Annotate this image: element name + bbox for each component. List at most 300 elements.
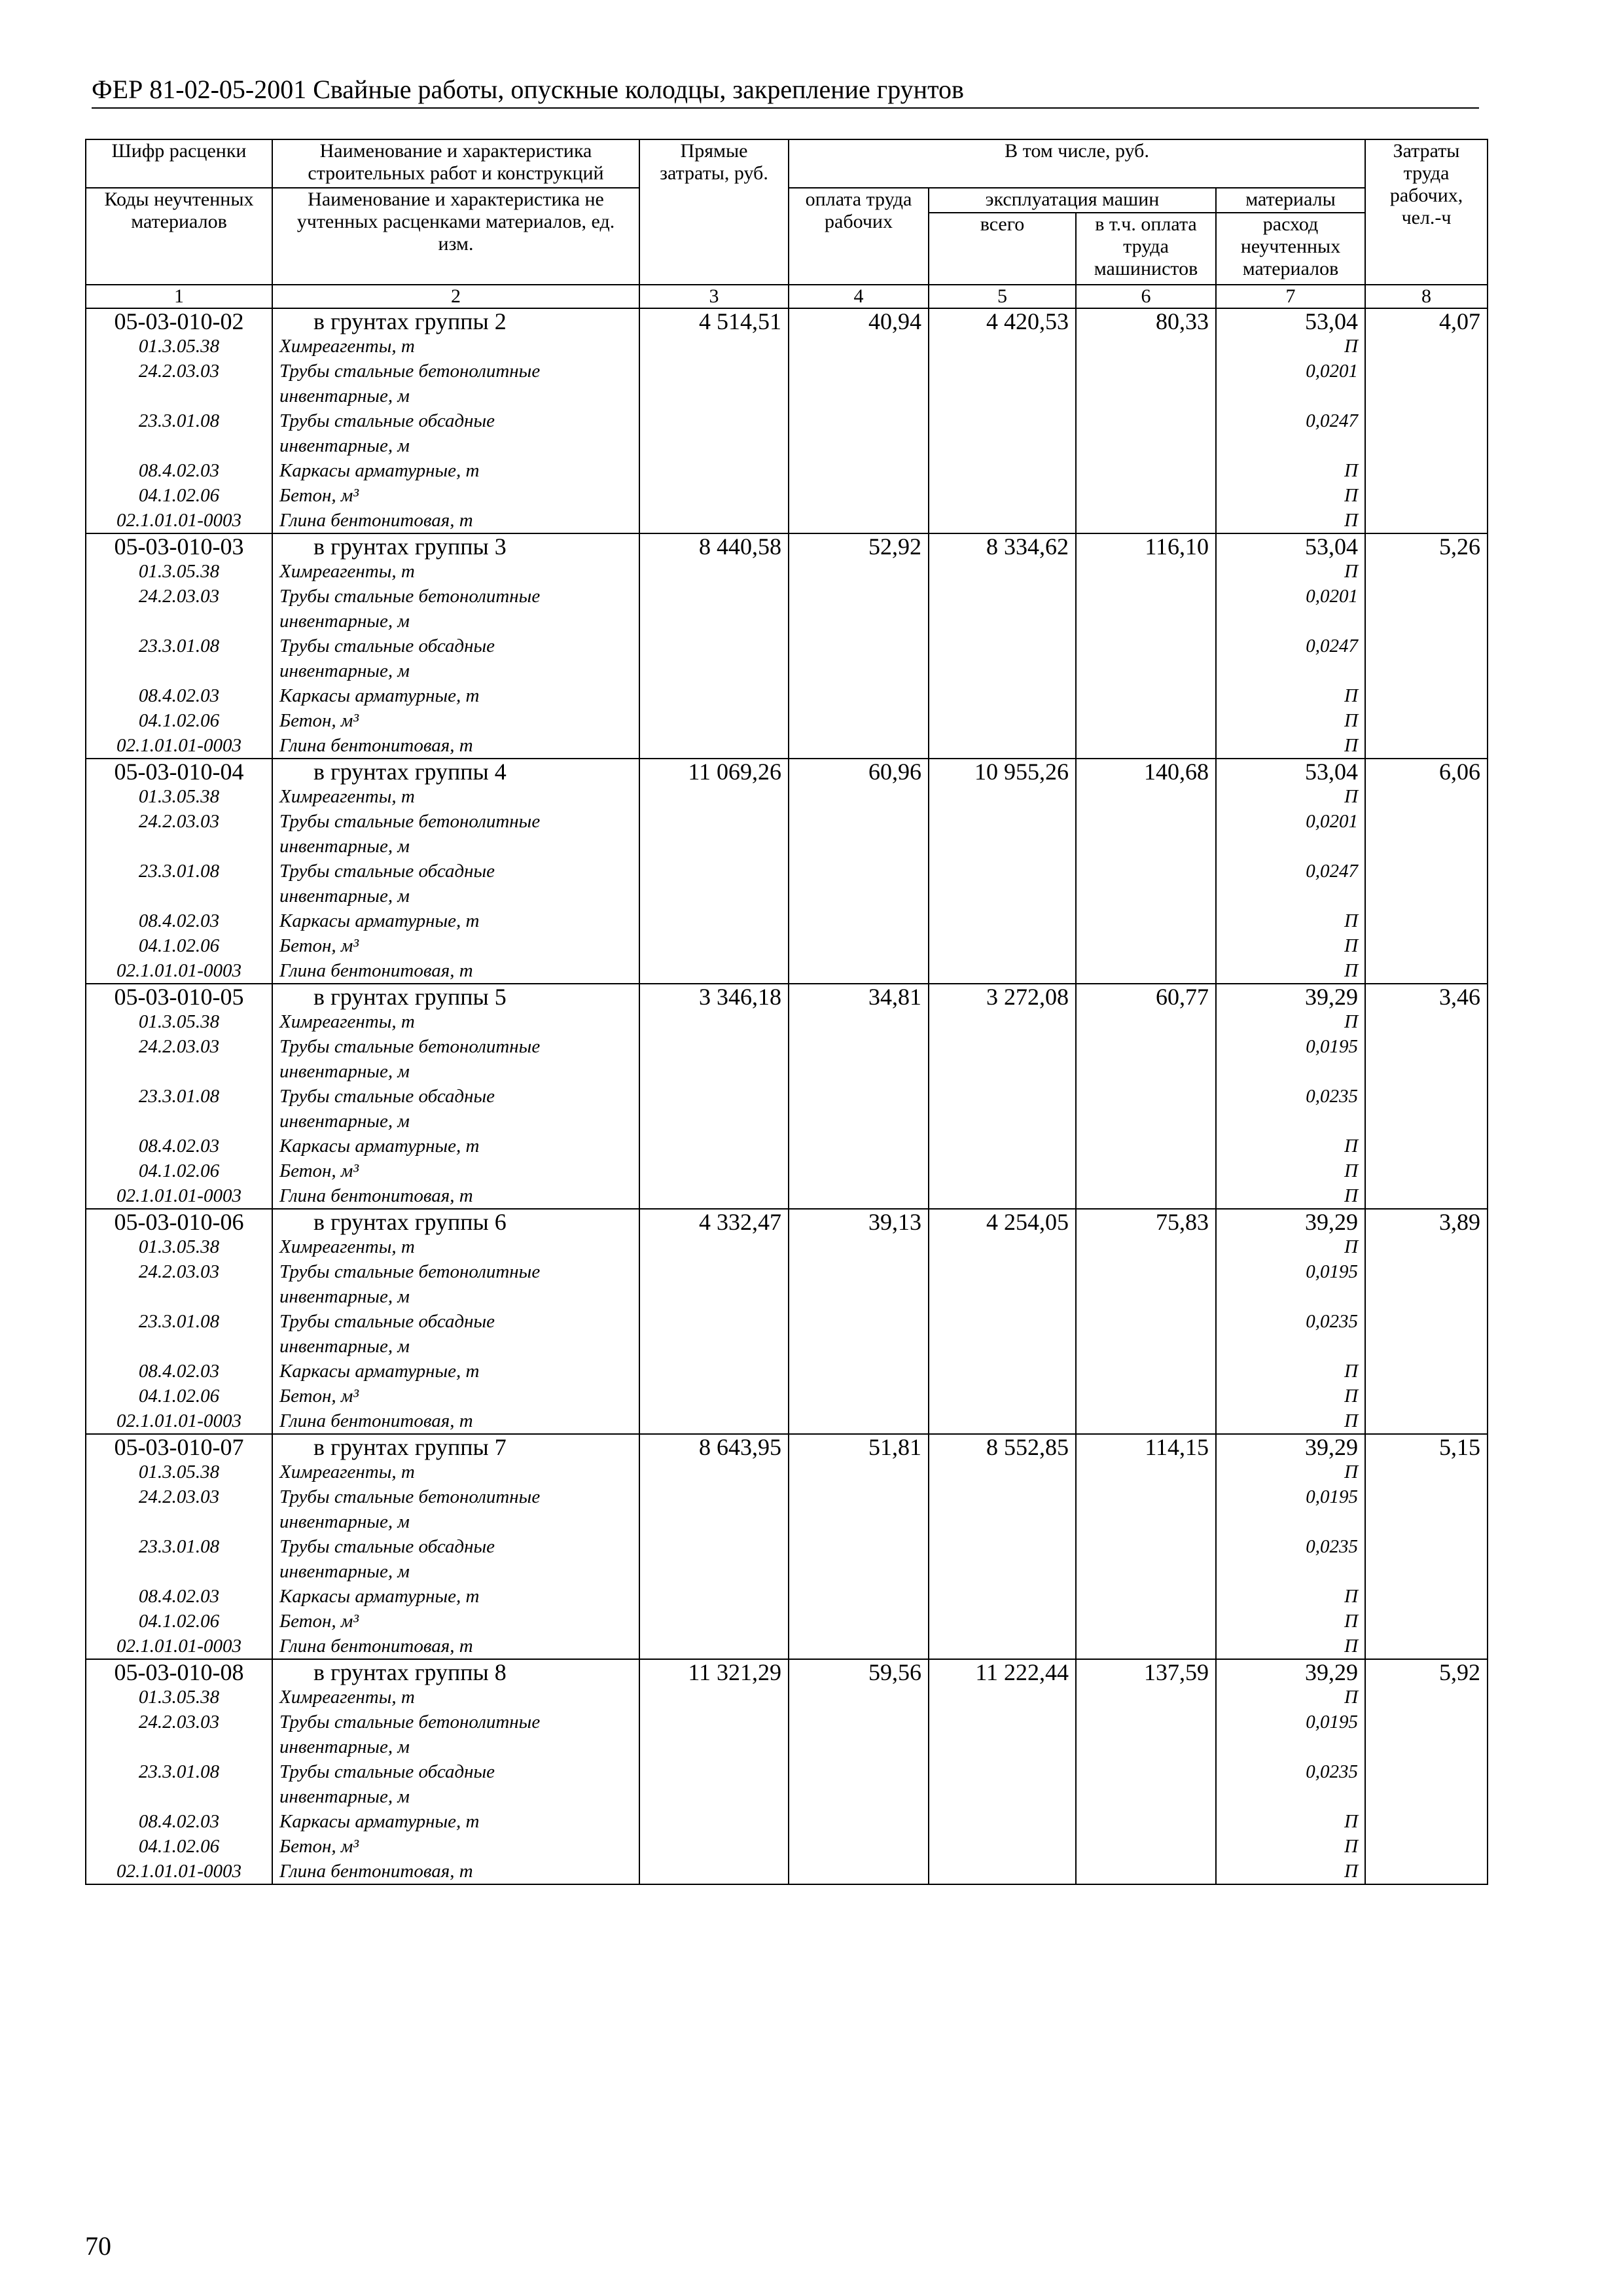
empty-cell bbox=[789, 1809, 929, 1834]
material-name: инвентарные, м bbox=[272, 1509, 639, 1534]
empty-cell bbox=[1076, 708, 1216, 733]
material-code: 04.1.02.06 bbox=[86, 1384, 272, 1408]
empty-cell bbox=[789, 884, 929, 908]
empty-cell bbox=[929, 1534, 1076, 1559]
material-row bbox=[86, 1334, 1488, 1359]
material-name: инвентарные, м bbox=[272, 609, 639, 634]
empty-cell bbox=[929, 559, 1076, 584]
empty-cell bbox=[639, 1584, 789, 1609]
material-code: 04.1.02.06 bbox=[86, 1158, 272, 1183]
material-row bbox=[86, 1359, 1488, 1384]
material-qty: 0,0195 bbox=[1216, 1259, 1365, 1284]
empty-cell bbox=[639, 834, 789, 859]
material-row bbox=[86, 634, 1488, 658]
material-qty: П bbox=[1216, 733, 1365, 759]
material-name: инвентарные, м bbox=[272, 1334, 639, 1359]
empty-cell bbox=[789, 1009, 929, 1034]
empty-cell bbox=[789, 334, 929, 359]
empty-cell bbox=[789, 1334, 929, 1359]
empty-cell bbox=[1076, 1408, 1216, 1434]
labor-pay: 59,56 bbox=[789, 1659, 929, 1685]
empty-cell bbox=[1365, 683, 1488, 708]
empty-cell bbox=[1076, 1534, 1216, 1559]
empty-cell bbox=[639, 1534, 789, 1559]
material-row bbox=[86, 1634, 1488, 1659]
empty-cell bbox=[929, 384, 1076, 408]
empty-cell bbox=[789, 1734, 929, 1759]
empty-cell bbox=[639, 458, 789, 483]
col-num: 5 bbox=[929, 285, 1076, 308]
empty-cell bbox=[639, 1734, 789, 1759]
machines-total: 3 272,08 bbox=[929, 984, 1076, 1009]
empty-cell bbox=[1365, 1158, 1488, 1183]
material-row bbox=[86, 1710, 1488, 1734]
empty-cell bbox=[929, 1484, 1076, 1509]
material-code: 04.1.02.06 bbox=[86, 1834, 272, 1859]
empty-cell bbox=[1076, 908, 1216, 933]
empty-cell bbox=[639, 1334, 789, 1359]
empty-cell bbox=[789, 834, 929, 859]
material-qty bbox=[1216, 834, 1365, 859]
material-code: 01.3.05.38 bbox=[86, 1009, 272, 1034]
materials-cost: 39,29 bbox=[1216, 1434, 1365, 1460]
material-code: 04.1.02.06 bbox=[86, 1609, 272, 1634]
empty-cell bbox=[789, 658, 929, 683]
empty-cell bbox=[929, 1408, 1076, 1434]
material-qty bbox=[1216, 1109, 1365, 1134]
empty-cell bbox=[1365, 1609, 1488, 1634]
material-code bbox=[86, 658, 272, 683]
material-code: 04.1.02.06 bbox=[86, 483, 272, 508]
empty-cell bbox=[929, 859, 1076, 884]
empty-cell bbox=[1365, 809, 1488, 834]
material-row bbox=[86, 1584, 1488, 1609]
empty-cell bbox=[929, 1584, 1076, 1609]
empty-cell bbox=[929, 1134, 1076, 1158]
empty-cell bbox=[929, 1509, 1076, 1534]
material-name: Трубы стальные бетонолитные bbox=[272, 1710, 639, 1734]
material-row bbox=[86, 1158, 1488, 1183]
material-qty: П bbox=[1216, 1234, 1365, 1259]
material-row bbox=[86, 1384, 1488, 1408]
material-qty: П bbox=[1216, 1834, 1365, 1859]
material-row bbox=[86, 359, 1488, 384]
material-qty bbox=[1216, 658, 1365, 683]
labor-hours: 6,06 bbox=[1365, 759, 1488, 784]
empty-cell bbox=[1365, 1334, 1488, 1359]
empty-cell bbox=[1076, 609, 1216, 634]
empty-cell bbox=[789, 1685, 929, 1710]
empty-cell bbox=[1365, 859, 1488, 884]
empty-cell bbox=[789, 1634, 929, 1659]
empty-cell bbox=[639, 1559, 789, 1584]
empty-cell bbox=[1076, 1484, 1216, 1509]
empty-cell bbox=[1076, 1284, 1216, 1309]
material-name: Химреагенты, т bbox=[272, 784, 639, 809]
materials-cost: 53,04 bbox=[1216, 533, 1365, 559]
empty-cell bbox=[929, 784, 1076, 809]
empty-cell bbox=[1076, 1759, 1216, 1784]
empty-cell bbox=[1365, 1259, 1488, 1284]
empty-cell bbox=[639, 908, 789, 933]
empty-cell bbox=[929, 1559, 1076, 1584]
material-qty: 0,0247 bbox=[1216, 408, 1365, 433]
empty-cell bbox=[929, 408, 1076, 433]
empty-cell bbox=[929, 433, 1076, 458]
material-row bbox=[86, 1509, 1488, 1534]
empty-cell bbox=[929, 884, 1076, 908]
empty-cell bbox=[789, 433, 929, 458]
empty-cell bbox=[789, 1158, 929, 1183]
empty-cell bbox=[1076, 809, 1216, 834]
empty-cell bbox=[1365, 1859, 1488, 1884]
material-row bbox=[86, 1183, 1488, 1209]
empty-cell bbox=[929, 708, 1076, 733]
empty-cell bbox=[929, 1284, 1076, 1309]
material-qty: П bbox=[1216, 334, 1365, 359]
empty-cell bbox=[789, 1284, 929, 1309]
rate-code: 05-03-010-02 bbox=[86, 308, 272, 334]
header-including: В том числе, руб. bbox=[789, 139, 1365, 188]
empty-cell bbox=[789, 634, 929, 658]
material-qty bbox=[1216, 1509, 1365, 1534]
empty-cell bbox=[639, 1234, 789, 1259]
material-row bbox=[86, 859, 1488, 884]
material-name: инвентарные, м bbox=[272, 1559, 639, 1584]
material-name: Трубы стальные обсадные bbox=[272, 1084, 639, 1109]
materials-cost: 39,29 bbox=[1216, 1209, 1365, 1234]
material-qty: П bbox=[1216, 708, 1365, 733]
machinist-pay: 114,15 bbox=[1076, 1434, 1216, 1460]
empty-cell bbox=[1365, 584, 1488, 609]
material-row bbox=[86, 483, 1488, 508]
empty-cell bbox=[639, 1609, 789, 1634]
material-row bbox=[86, 1034, 1488, 1059]
empty-cell bbox=[1365, 1284, 1488, 1309]
material-name: Каркасы арматурные, т bbox=[272, 908, 639, 933]
empty-cell bbox=[639, 559, 789, 584]
material-row bbox=[86, 1134, 1488, 1158]
material-name: инвентарные, м bbox=[272, 433, 639, 458]
material-row bbox=[86, 584, 1488, 609]
material-name: Бетон, м³ bbox=[272, 1384, 639, 1408]
empty-cell bbox=[1365, 1534, 1488, 1559]
material-row bbox=[86, 508, 1488, 533]
empty-cell bbox=[929, 1685, 1076, 1710]
empty-cell bbox=[1076, 958, 1216, 984]
material-row bbox=[86, 1834, 1488, 1859]
empty-cell bbox=[639, 859, 789, 884]
empty-cell bbox=[1365, 933, 1488, 958]
material-qty: 0,0235 bbox=[1216, 1084, 1365, 1109]
empty-cell bbox=[639, 683, 789, 708]
material-code: 23.3.01.08 bbox=[86, 1084, 272, 1109]
material-code bbox=[86, 609, 272, 634]
material-name: Глина бентонитовая, т bbox=[272, 508, 639, 533]
material-qty: П bbox=[1216, 508, 1365, 533]
material-qty: 0,0201 bbox=[1216, 809, 1365, 834]
empty-cell bbox=[1076, 1059, 1216, 1084]
empty-cell bbox=[789, 584, 929, 609]
material-name: Трубы стальные обсадные bbox=[272, 408, 639, 433]
empty-cell bbox=[929, 609, 1076, 634]
rate-row bbox=[86, 1659, 1488, 1685]
material-row bbox=[86, 1809, 1488, 1834]
material-name: инвентарные, м bbox=[272, 384, 639, 408]
material-row bbox=[86, 1609, 1488, 1634]
empty-cell bbox=[1365, 1109, 1488, 1134]
material-row bbox=[86, 433, 1488, 458]
empty-cell bbox=[639, 708, 789, 733]
material-name: инвентарные, м bbox=[272, 1284, 639, 1309]
material-name: Бетон, м³ bbox=[272, 1158, 639, 1183]
empty-cell bbox=[639, 1634, 789, 1659]
empty-cell bbox=[639, 359, 789, 384]
material-code: 01.3.05.38 bbox=[86, 559, 272, 584]
material-qty: П bbox=[1216, 958, 1365, 984]
material-code: 02.1.01.01-0003 bbox=[86, 1634, 272, 1659]
empty-cell bbox=[929, 658, 1076, 683]
material-qty: П bbox=[1216, 1408, 1365, 1434]
empty-cell bbox=[639, 933, 789, 958]
empty-cell bbox=[1076, 733, 1216, 759]
material-qty: П bbox=[1216, 1609, 1365, 1634]
machines-total: 8 552,85 bbox=[929, 1434, 1076, 1460]
material-qty bbox=[1216, 1059, 1365, 1084]
machinist-pay: 75,83 bbox=[1076, 1209, 1216, 1234]
material-qty: 0,0195 bbox=[1216, 1484, 1365, 1509]
material-qty bbox=[1216, 1284, 1365, 1309]
empty-cell bbox=[1365, 384, 1488, 408]
col-num: 8 bbox=[1365, 285, 1488, 308]
empty-cell bbox=[639, 1710, 789, 1734]
empty-cell bbox=[1365, 958, 1488, 984]
material-code: 23.3.01.08 bbox=[86, 1759, 272, 1784]
empty-cell bbox=[929, 1710, 1076, 1734]
empty-cell bbox=[789, 1309, 929, 1334]
material-code: 01.3.05.38 bbox=[86, 1685, 272, 1710]
material-code: 08.4.02.03 bbox=[86, 458, 272, 483]
machinist-pay: 116,10 bbox=[1076, 533, 1216, 559]
material-code: 02.1.01.01-0003 bbox=[86, 733, 272, 759]
empty-cell bbox=[929, 1183, 1076, 1209]
material-name: Бетон, м³ bbox=[272, 708, 639, 733]
material-row bbox=[86, 1284, 1488, 1309]
empty-cell bbox=[1365, 1559, 1488, 1584]
material-row bbox=[86, 1234, 1488, 1259]
empty-cell bbox=[929, 458, 1076, 483]
empty-cell bbox=[1365, 1484, 1488, 1509]
empty-cell bbox=[1076, 334, 1216, 359]
material-code: 24.2.03.03 bbox=[86, 359, 272, 384]
empty-cell bbox=[929, 834, 1076, 859]
empty-cell bbox=[789, 859, 929, 884]
empty-cell bbox=[789, 683, 929, 708]
material-name: Глина бентонитовая, т bbox=[272, 1183, 639, 1209]
labor-hours: 5,15 bbox=[1365, 1434, 1488, 1460]
rate-code: 05-03-010-06 bbox=[86, 1209, 272, 1234]
rate-name: в грунтах группы 8 bbox=[272, 1659, 639, 1685]
empty-cell bbox=[1076, 408, 1216, 433]
empty-cell bbox=[639, 609, 789, 634]
material-qty bbox=[1216, 384, 1365, 408]
page-number: 70 bbox=[85, 2231, 111, 2261]
labor-hours: 3,46 bbox=[1365, 984, 1488, 1009]
material-qty: 0,0247 bbox=[1216, 634, 1365, 658]
material-row bbox=[86, 1484, 1488, 1509]
material-qty: П bbox=[1216, 933, 1365, 958]
material-qty: П bbox=[1216, 1359, 1365, 1384]
material-code: 24.2.03.03 bbox=[86, 809, 272, 834]
material-name: Химреагенты, т bbox=[272, 1460, 639, 1484]
machinist-pay: 140,68 bbox=[1076, 759, 1216, 784]
material-name: инвентарные, м bbox=[272, 834, 639, 859]
material-code: 08.4.02.03 bbox=[86, 1359, 272, 1384]
empty-cell bbox=[1076, 359, 1216, 384]
material-name: Трубы стальные обсадные bbox=[272, 634, 639, 658]
material-qty: 0,0235 bbox=[1216, 1309, 1365, 1334]
empty-cell bbox=[789, 809, 929, 834]
material-code bbox=[86, 1509, 272, 1534]
col-num: 2 bbox=[272, 285, 639, 308]
material-row bbox=[86, 1759, 1488, 1784]
labor-pay: 51,81 bbox=[789, 1434, 929, 1460]
empty-cell bbox=[789, 609, 929, 634]
empty-cell bbox=[929, 1059, 1076, 1084]
material-row bbox=[86, 683, 1488, 708]
empty-cell bbox=[639, 1084, 789, 1109]
material-code bbox=[86, 1284, 272, 1309]
empty-cell bbox=[789, 1609, 929, 1634]
material-code: 23.3.01.08 bbox=[86, 1309, 272, 1334]
header-labor-cost: Затраты труда рабочих, чел.-ч bbox=[1365, 139, 1488, 285]
rate-code: 05-03-010-07 bbox=[86, 1434, 272, 1460]
empty-cell bbox=[789, 1259, 929, 1284]
empty-cell bbox=[1365, 1059, 1488, 1084]
material-name: Трубы стальные обсадные bbox=[272, 1534, 639, 1559]
empty-cell bbox=[1076, 483, 1216, 508]
rate-name: в грунтах группы 4 bbox=[272, 759, 639, 784]
material-name: Химреагенты, т bbox=[272, 559, 639, 584]
material-name: Каркасы арматурные, т bbox=[272, 1359, 639, 1384]
material-code: 23.3.01.08 bbox=[86, 634, 272, 658]
material-code: 23.3.01.08 bbox=[86, 408, 272, 433]
empty-cell bbox=[639, 1509, 789, 1534]
empty-cell bbox=[1365, 1634, 1488, 1659]
col-num: 7 bbox=[1216, 285, 1365, 308]
material-name: Химреагенты, т bbox=[272, 334, 639, 359]
material-name: Бетон, м³ bbox=[272, 483, 639, 508]
empty-cell bbox=[1365, 733, 1488, 759]
material-code: 04.1.02.06 bbox=[86, 708, 272, 733]
material-row bbox=[86, 784, 1488, 809]
material-code: 23.3.01.08 bbox=[86, 1534, 272, 1559]
material-code: 01.3.05.38 bbox=[86, 1234, 272, 1259]
material-qty: П bbox=[1216, 1634, 1365, 1659]
empty-cell bbox=[929, 1309, 1076, 1334]
empty-cell bbox=[929, 1109, 1076, 1134]
empty-cell bbox=[639, 958, 789, 984]
machines-total: 8 334,62 bbox=[929, 533, 1076, 559]
machines-total: 11 222,44 bbox=[929, 1659, 1076, 1685]
material-code bbox=[86, 1559, 272, 1584]
empty-cell bbox=[639, 1059, 789, 1084]
empty-cell bbox=[929, 334, 1076, 359]
rate-name: в грунтах группы 5 bbox=[272, 984, 639, 1009]
empty-cell bbox=[1076, 1034, 1216, 1059]
empty-cell bbox=[1365, 359, 1488, 384]
empty-cell bbox=[639, 1259, 789, 1284]
empty-cell bbox=[929, 1634, 1076, 1659]
empty-cell bbox=[1076, 1460, 1216, 1484]
material-row bbox=[86, 1259, 1488, 1284]
empty-cell bbox=[929, 359, 1076, 384]
empty-cell bbox=[1365, 708, 1488, 733]
rate-code: 05-03-010-08 bbox=[86, 1659, 272, 1685]
material-name: Глина бентонитовая, т bbox=[272, 1634, 639, 1659]
material-code: 23.3.01.08 bbox=[86, 859, 272, 884]
empty-cell bbox=[789, 1408, 929, 1434]
material-code bbox=[86, 1059, 272, 1084]
empty-cell bbox=[929, 1734, 1076, 1759]
material-row bbox=[86, 708, 1488, 733]
material-qty bbox=[1216, 1334, 1365, 1359]
materials-cost: 39,29 bbox=[1216, 984, 1365, 1009]
material-name: Каркасы арматурные, т bbox=[272, 1809, 639, 1834]
empty-cell bbox=[789, 1460, 929, 1484]
material-qty: П bbox=[1216, 483, 1365, 508]
empty-cell bbox=[929, 1359, 1076, 1384]
empty-cell bbox=[639, 1484, 789, 1509]
material-qty: П bbox=[1216, 1384, 1365, 1408]
empty-cell bbox=[1365, 1384, 1488, 1408]
header-machinist-pay: в т.ч. оплата труда машинистов bbox=[1076, 213, 1216, 285]
empty-cell bbox=[1076, 634, 1216, 658]
empty-cell bbox=[1365, 1034, 1488, 1059]
material-qty: 0,0235 bbox=[1216, 1534, 1365, 1559]
material-qty: П bbox=[1216, 1584, 1365, 1609]
empty-cell bbox=[1076, 384, 1216, 408]
empty-cell bbox=[1076, 1109, 1216, 1134]
material-qty: П bbox=[1216, 1685, 1365, 1710]
empty-cell bbox=[1365, 1784, 1488, 1809]
rate-row bbox=[86, 308, 1488, 334]
material-name: Бетон, м³ bbox=[272, 933, 639, 958]
material-qty bbox=[1216, 1784, 1365, 1809]
material-code bbox=[86, 384, 272, 408]
material-name: Трубы стальные бетонолитные bbox=[272, 584, 639, 609]
empty-cell bbox=[789, 559, 929, 584]
empty-cell bbox=[929, 1759, 1076, 1784]
empty-cell bbox=[639, 809, 789, 834]
material-name: Глина бентонитовая, т bbox=[272, 1408, 639, 1434]
empty-cell bbox=[1365, 1408, 1488, 1434]
material-name: Каркасы арматурные, т bbox=[272, 1584, 639, 1609]
empty-cell bbox=[639, 1183, 789, 1209]
empty-cell bbox=[929, 1234, 1076, 1259]
empty-cell bbox=[1365, 1685, 1488, 1710]
rate-code: 05-03-010-05 bbox=[86, 984, 272, 1009]
rate-row bbox=[86, 1209, 1488, 1234]
header-machines-total: всего bbox=[929, 213, 1076, 285]
material-row bbox=[86, 834, 1488, 859]
direct-cost: 11 321,29 bbox=[639, 1659, 789, 1685]
material-row bbox=[86, 458, 1488, 483]
direct-cost: 4 332,47 bbox=[639, 1209, 789, 1234]
material-code bbox=[86, 433, 272, 458]
empty-cell bbox=[1076, 1384, 1216, 1408]
empty-cell bbox=[1076, 1084, 1216, 1109]
